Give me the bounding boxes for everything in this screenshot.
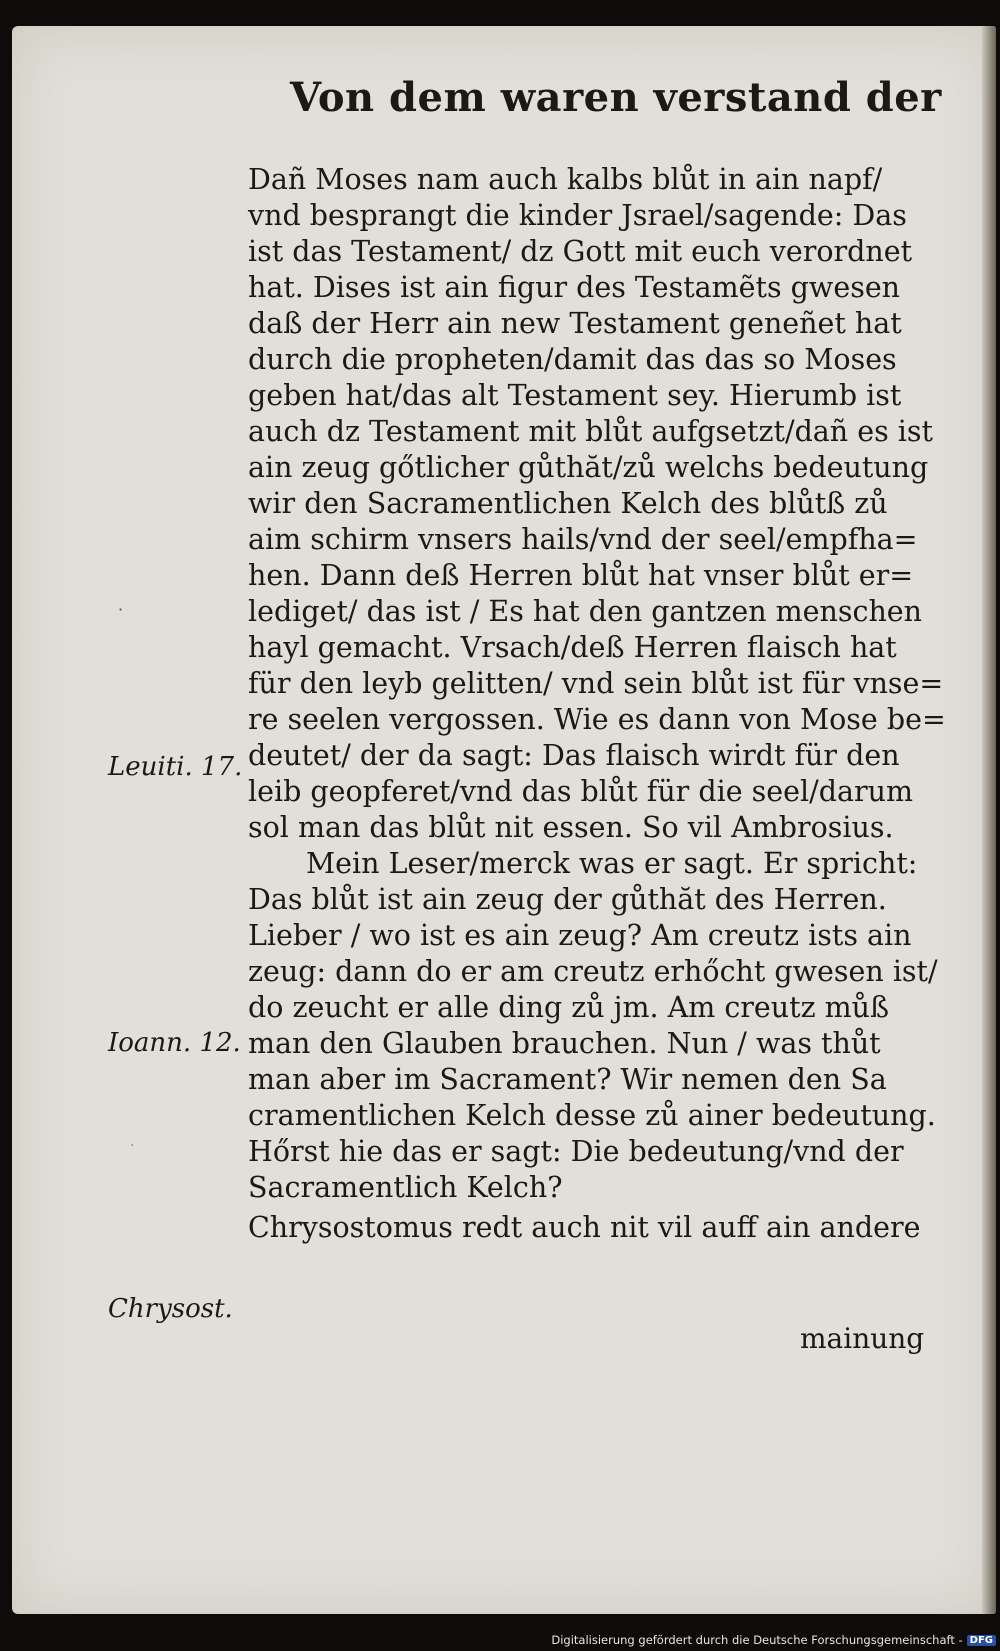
text-line: ain zeug gőtlicher gůthăt/zů welchs bedeutung — [248, 451, 929, 484]
text-line: lediget/ das ist / Es hat den gantzen menschen — [248, 595, 923, 628]
text-line: man den Glauben brauchen. Nun / was thůt — [248, 1027, 881, 1060]
text-line: vnd besprangt die kinder Jsrael/sagende: Das — [248, 199, 907, 232]
text-line: Dañ Moses nam auch kalbs blůt in ain napf/ — [248, 163, 883, 196]
text-line: cramentlichen Kelch desse zů ainer bedeutung. — [248, 1099, 936, 1132]
text-line: re seelen vergossen. Wie es dann von Mose be= — [248, 703, 946, 736]
text-line: Mein Leser/merck was er sagt. Er spricht: — [306, 847, 918, 880]
text-line: man aber im Sacrament? Wir nemen den Sa — [248, 1063, 887, 1096]
footer-attribution — [551, 1631, 996, 1649]
text-line: Lieber / wo ist es ain zeug? Am creutz ists ain — [248, 919, 912, 952]
margin-note-leviticus: Leuiti. 17. — [108, 752, 243, 782]
dfg-logo: DFG — [967, 1635, 996, 1646]
text-line: auch dz Testament mit blůt aufgsetzt/dañ es ist — [248, 415, 933, 448]
text-line: geben hat/das alt Testament sey. Hierumb ist — [248, 379, 902, 412]
running-head: Von dem waren verstand der — [290, 74, 942, 121]
text-line: Sacramentlich Kelch? — [248, 1171, 563, 1204]
paper-speck: · — [130, 1138, 135, 1154]
catchword: mainung — [800, 1322, 925, 1355]
text-line: do zeucht er alle ding zů jm. Am creutz můß — [248, 991, 890, 1024]
text-line: für den leyb gelitten/ vnd sein blůt ist für vnse= — [248, 667, 944, 700]
paper-speck: · — [118, 600, 124, 619]
text-line: aim schirm vnsers hails/vnd der seel/empfha= — [248, 523, 918, 556]
text-line: sol man das blůt nit essen. So vil Ambrosius. — [248, 811, 894, 844]
text-line: deutet/ der da sagt: Das flaisch wirdt für den — [248, 739, 900, 772]
text-line: Hőrst hie das er sagt: Die bedeutung/vnd der — [248, 1135, 904, 1168]
margin-note-john: Ioann. 12. — [108, 1028, 241, 1058]
margin-note-chrysostom: Chrysost. — [108, 1294, 233, 1324]
text-line: ist das Testament/ dz Gott mit euch verordnet — [248, 235, 913, 268]
text-line: zeug: dann do er am creutz erhőcht gwesen ist/ — [248, 955, 938, 988]
text-line: durch die propheten/damit das das so Moses — [248, 343, 897, 376]
text-line: hayl gemacht. Vrsach/deß Herren flaisch hat — [248, 631, 897, 664]
text-line: daß der Herr ain new Testament geneñet hat — [248, 307, 902, 340]
text-line: Chrysostomus redt auch nit vil auff ain andere — [248, 1211, 921, 1244]
text-line: hen. Dann deß Herren blůt hat vnser blůt er= — [248, 559, 914, 592]
footer-text: Digitalisierung gefördert durch die Deutsche Forschungsgemeinschaft - — [551, 1633, 963, 1647]
text-line: Das blůt ist ain zeug der gůthăt des Herren. — [248, 883, 887, 916]
book-spine-edge — [982, 26, 996, 1614]
text-line: wir den Sacramentlichen Kelch des blůtß zů — [248, 487, 888, 520]
text-line: leib geopferet/vnd das blůt für die seel/darum — [248, 775, 913, 808]
text-line: hat. Dises ist ain figur des Testamẽts gwesen — [248, 271, 901, 304]
